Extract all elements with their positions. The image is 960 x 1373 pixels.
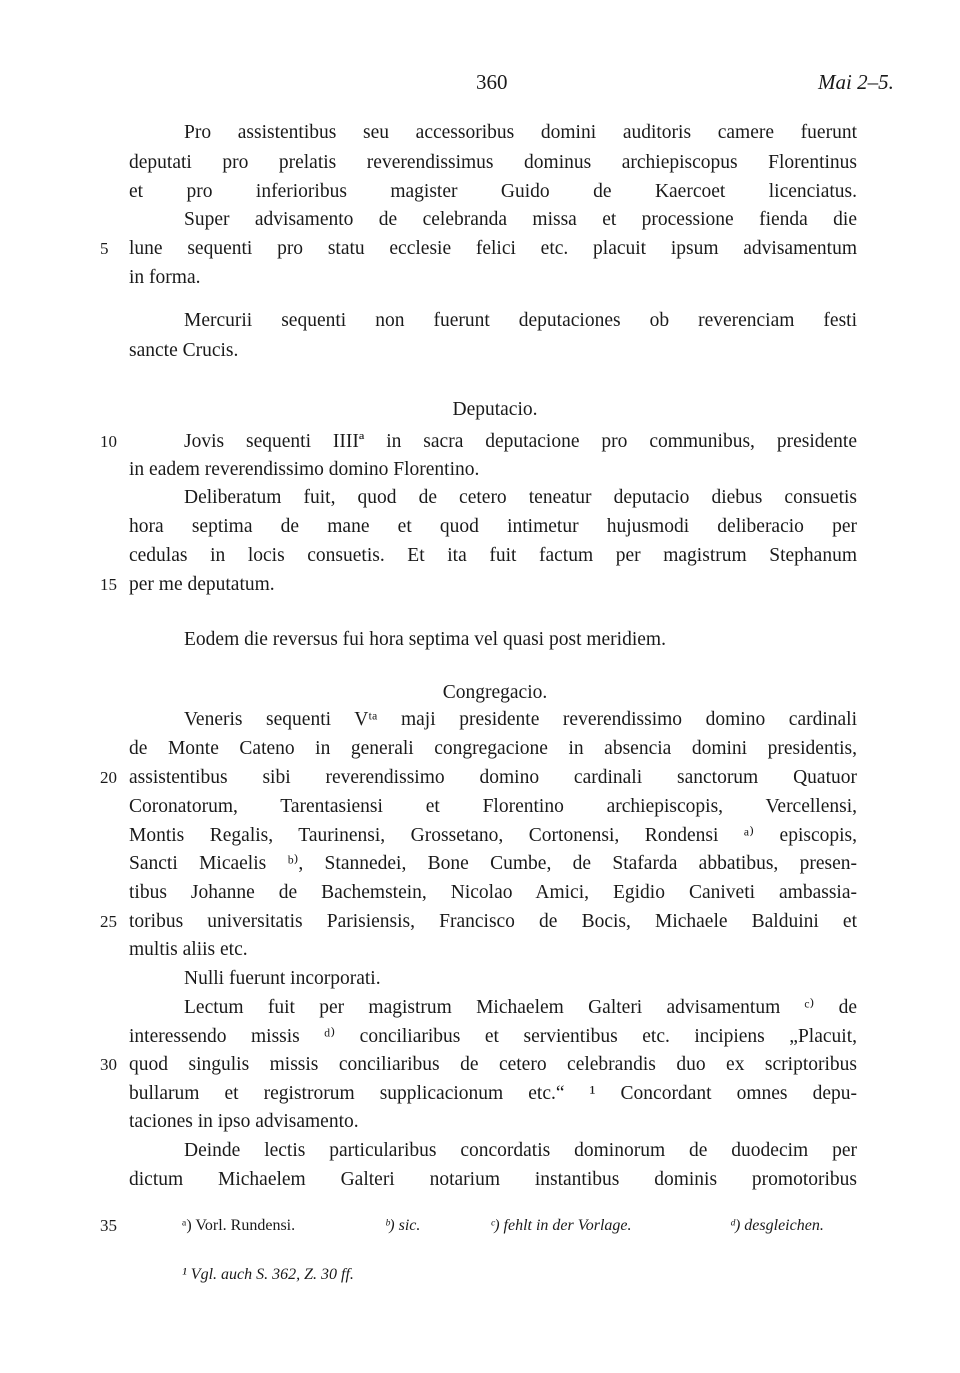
footnote-ref-1: ¹ Vgl. auch S. 362, Z. 30 ff.	[182, 1266, 354, 1283]
line-text: assistentibus sibi reverendissimo domino cardinali sanctorum Quatuor	[129, 767, 857, 788]
text-line	[0, 1136, 960, 1166]
line-text: multis aliis etc.	[129, 939, 248, 960]
line-text: Coronatorum, Tarentasiensi et Florentino archiepiscopis, Vercellensi,	[129, 796, 857, 817]
line-text: Eodem die reversus fui hora septima vel quasi post meridiem.	[184, 629, 666, 650]
line-number: 30	[100, 1055, 117, 1074]
text-line	[0, 678, 960, 708]
line-text: Deinde lectis particularibus concordatis dominorum de duodecim per	[184, 1140, 857, 1161]
line-text: taciones in ipso advisamento.	[129, 1111, 359, 1132]
line-text: per me deputatum.	[129, 574, 275, 595]
line-text: Mercurii sequenti non fuerunt deputaciones ob reverenciam festi	[184, 310, 857, 331]
text-line	[0, 1022, 960, 1052]
footnote-c: ᶜ) fehlt in der Vorlage.	[490, 1217, 632, 1234]
line-text: et pro inferioribus magister Guido de Kaercoet licenciatus.	[129, 181, 857, 202]
line-text: Pro assistentibus seu accessoribus domini auditoris camere fuerunt	[184, 122, 857, 143]
line-text: Montis Regalis, Taurinensi, Grossetano, Cortonensi, Rondensi ᵃ⁾ episcopis,	[129, 825, 857, 846]
line-text: toribus universitatis Parisiensis, Francisco de Bocis, Michaele Balduini et	[129, 911, 857, 932]
text-line	[0, 455, 960, 485]
line-text: Super advisamento de celebranda missa et processione fienda die	[184, 209, 857, 230]
text-line	[0, 205, 960, 235]
footnote-a: ᵃ) Vorl. Rundensi.	[182, 1217, 296, 1234]
line-text: Deliberatum fuit, quod de cetero teneatur deputacio diebus consuetis	[184, 487, 857, 508]
text-line	[0, 792, 960, 822]
line-text: Jovis sequenti IIIIª in sacra deputacione pro communibus, presidente	[184, 431, 857, 452]
line-text: interessendo missis ᵈ⁾ conciliaribus et servientibus etc. incipiens „Placuit,	[129, 1026, 857, 1047]
line-text: Nulli fuerunt incorporati.	[184, 968, 381, 989]
section-heading: Deputacio.	[452, 399, 538, 420]
text-line	[0, 483, 960, 513]
text-line	[0, 964, 960, 994]
line-text: Sancti Micaelis ᵇ⁾, Stannedei, Bone Cumbe, de Stafarda abbatibus, presen-	[129, 853, 857, 874]
text-line	[0, 395, 960, 425]
text-line	[0, 993, 960, 1023]
text-line	[0, 570, 960, 600]
text-line	[0, 878, 960, 908]
text-line	[0, 263, 960, 293]
line-number: 5	[100, 239, 109, 258]
line-text: tibus Johanne de Bachemstein, Nicolao Amici, Egidio Caniveti ambassia-	[129, 882, 857, 903]
text-line	[0, 625, 960, 655]
text-line	[0, 118, 960, 148]
text-line	[0, 1165, 960, 1195]
text-line	[0, 849, 960, 879]
line-number: 10	[100, 432, 117, 451]
text-line	[0, 148, 960, 178]
text-line	[0, 177, 960, 207]
text-line	[0, 821, 960, 851]
text-line	[0, 336, 960, 366]
text-line	[0, 763, 960, 793]
text-line	[0, 1050, 960, 1080]
text-line	[0, 541, 960, 571]
line-text: cedulas in locis consuetis. Et ita fuit factum per magistrum Stephanum	[129, 545, 857, 566]
footnote-line-number: 35	[100, 1216, 117, 1235]
text-line	[0, 512, 960, 542]
line-text: deputati pro prelatis reverendissimus dominus archiepiscopus Florentinus	[129, 152, 857, 173]
line-text: Lectum fuit per magistrum Michaelem Galteri advisamentum ᶜ⁾ de	[184, 997, 857, 1018]
line-text: Veneris sequenti Vᵗᵃ maji presidente reverendissimo domino cardinali	[184, 709, 857, 730]
text-line	[0, 306, 960, 336]
text-line	[0, 427, 960, 457]
line-text: quod singulis missis conciliaribus de cetero celebrandis duo ex scriptoribus	[129, 1054, 857, 1075]
line-text: de Monte Cateno in generali congregacione in absencia domini presidentis,	[129, 738, 857, 759]
text-line	[0, 734, 960, 764]
line-text: sancte Crucis.	[129, 340, 239, 361]
line-text: bullarum et registrorum supplicacionum etc.“ ¹ Concordant omnes depu-	[129, 1083, 857, 1104]
text-line	[0, 1079, 960, 1109]
text-line	[0, 705, 960, 735]
line-number: 15	[100, 575, 117, 594]
running-head: Mai 2–5.	[818, 70, 894, 94]
text-line	[0, 935, 960, 965]
section-heading: Congregacio.	[442, 682, 548, 703]
line-number: 25	[100, 912, 117, 931]
line-text: lune sequenti pro statu ecclesie felici etc. placuit ipsum advisamentum	[129, 238, 857, 259]
line-number: 20	[100, 768, 117, 787]
text-line	[0, 907, 960, 937]
line-text: in eadem reverendissimo domino Florentino.	[129, 459, 480, 480]
text-line	[0, 1107, 960, 1137]
line-text: dictum Michaelem Galteri notarium instantibus dominis promotoribus	[129, 1169, 857, 1190]
line-text: hora septima de mane et quod intimetur hujusmodi deliberacio per	[129, 516, 857, 537]
footnote-d: ᵈ) desgleichen.	[730, 1217, 824, 1234]
page-number: 360	[476, 70, 508, 94]
footnote-b: ᵇ) sic.	[385, 1217, 421, 1234]
text-line	[0, 234, 960, 264]
line-text: in forma.	[129, 267, 201, 288]
